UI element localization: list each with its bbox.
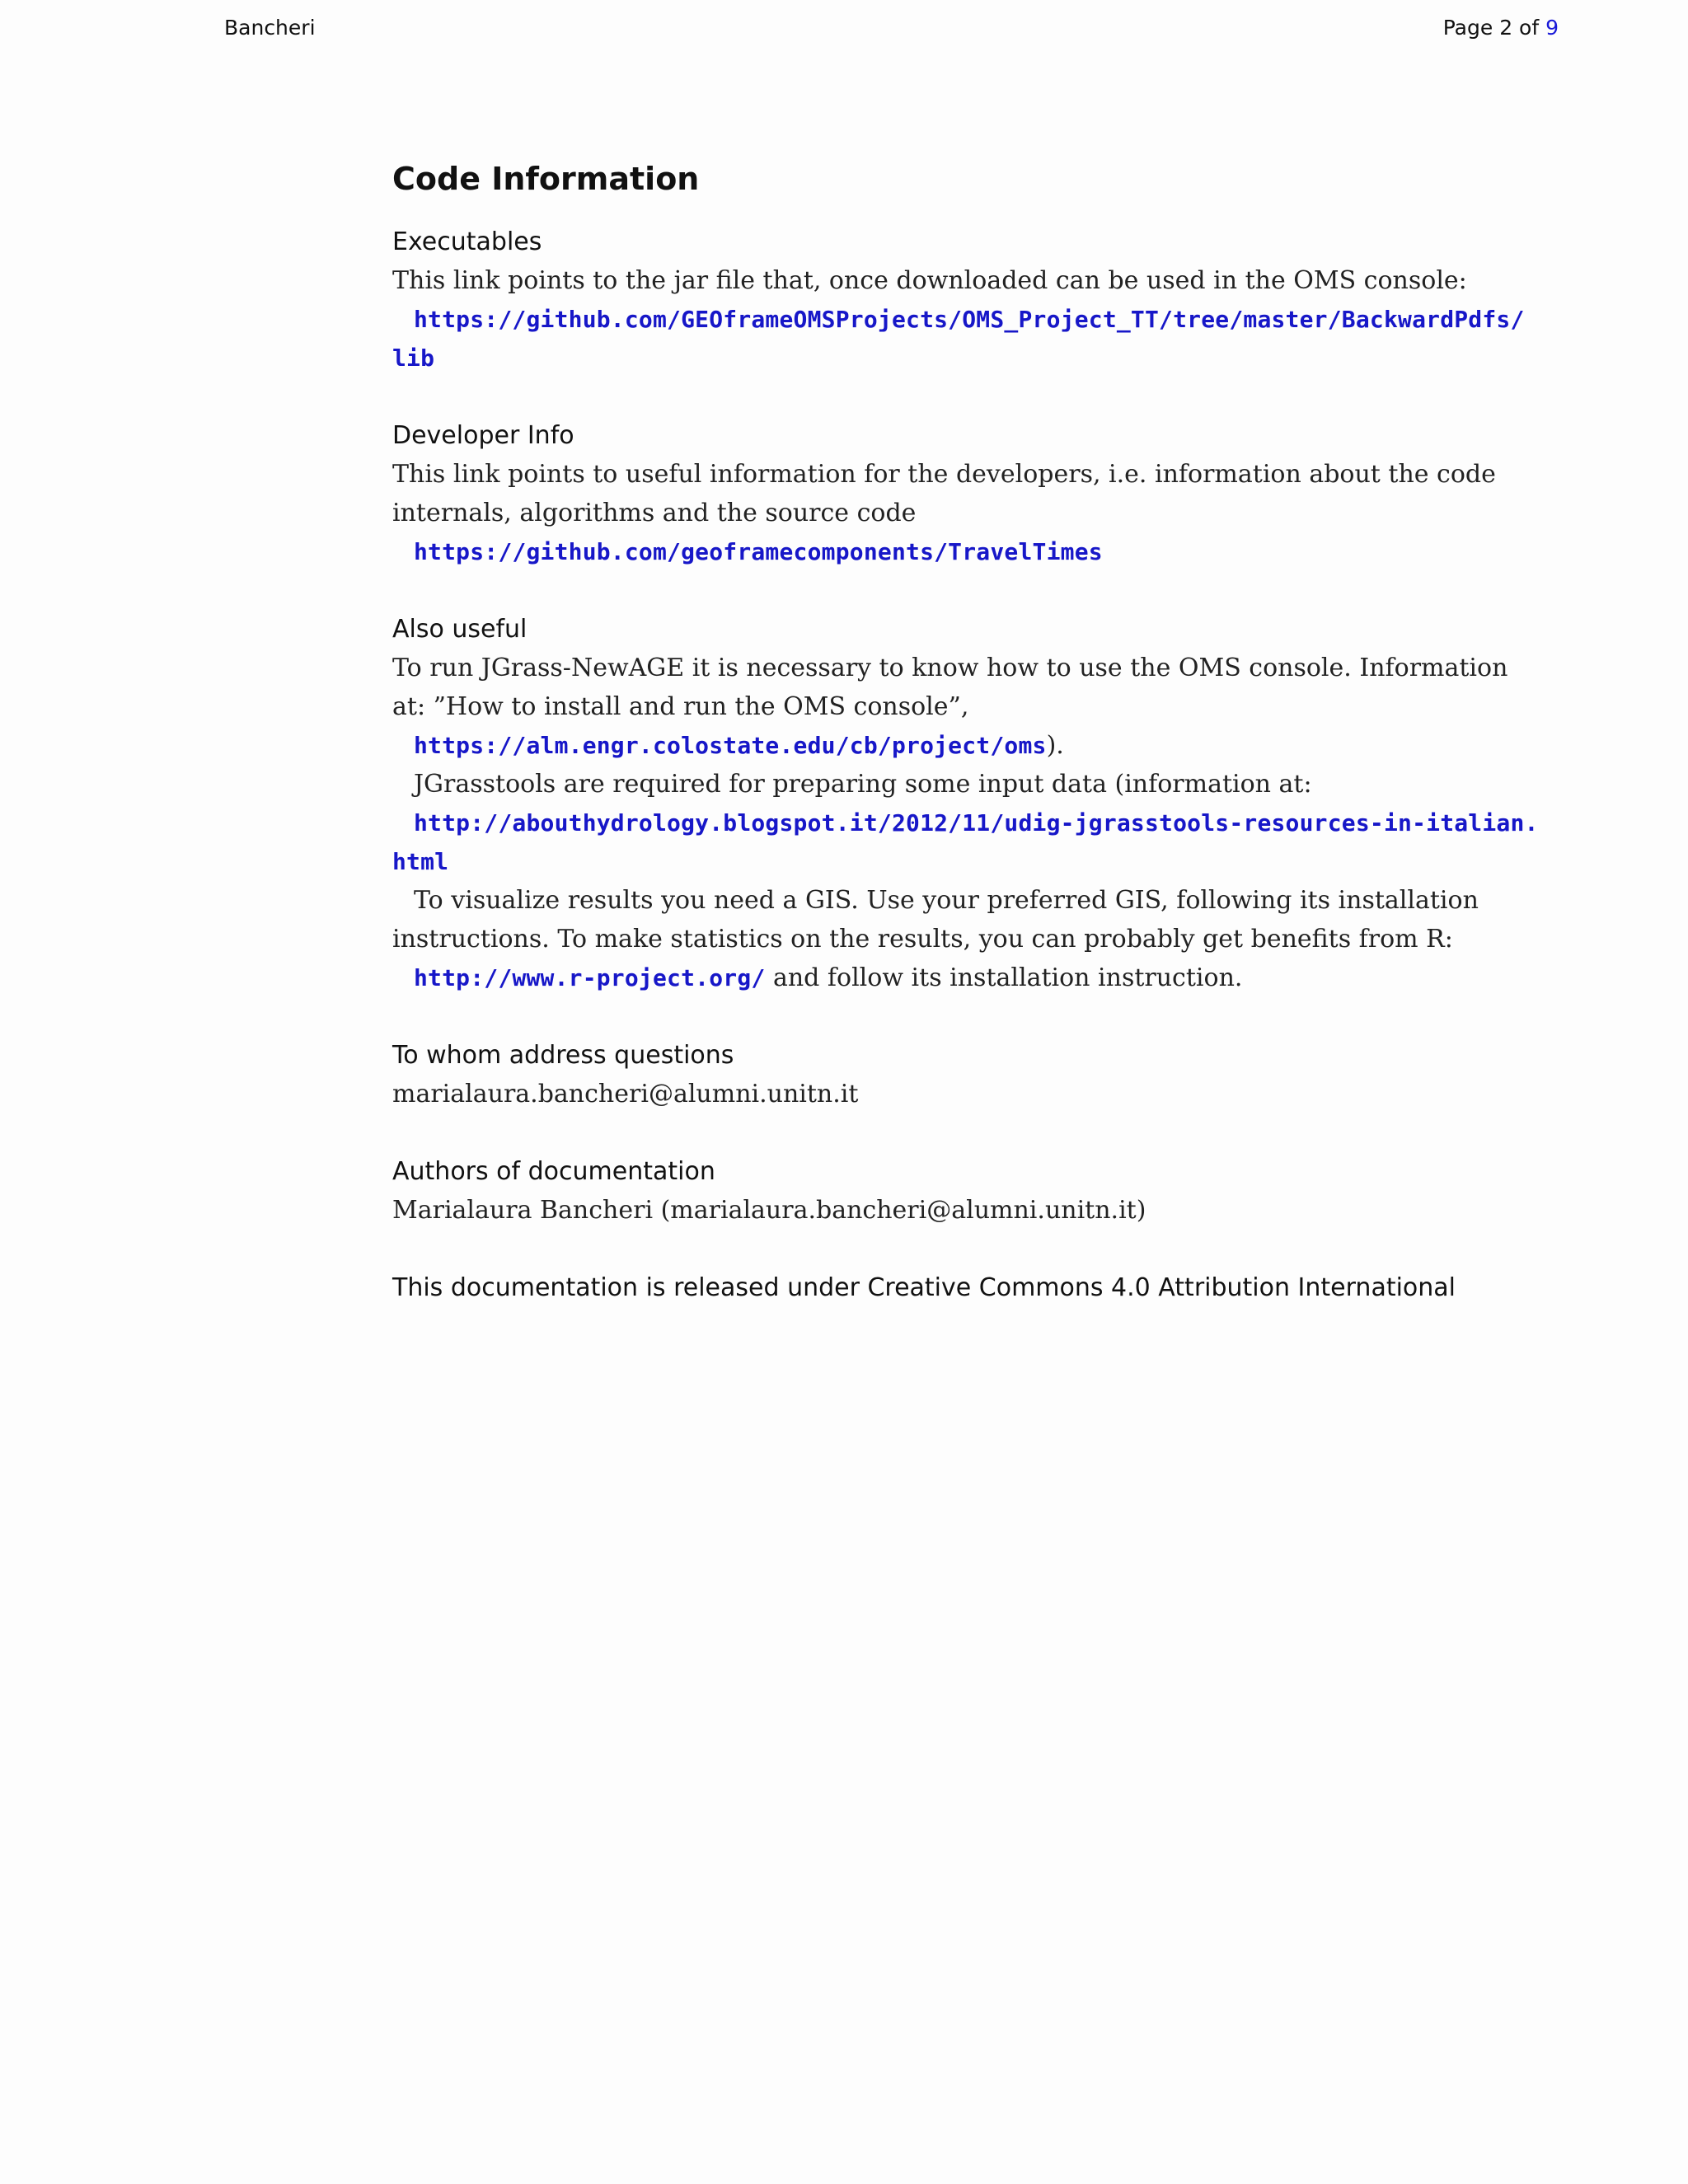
jgrass-link[interactable]: http://abouthydrology.blogspot.it/2012/11/udig-jgrasstools-resources-in-italian. <box>414 809 1539 837</box>
page-total-link[interactable]: 9 <box>1545 16 1559 40</box>
executables-heading: Executables <box>392 227 542 256</box>
developer-link[interactable]: https://github.com/geoframecomponents/TravelTimes <box>414 538 1103 565</box>
page-title: Code Information <box>392 161 700 197</box>
spacer <box>392 377 1596 416</box>
also-useful-text-line1: To run JGrass-NewAGE it is necessary to know how to use the OMS console. Information <box>392 654 1508 682</box>
also-useful-section <box>392 610 1596 997</box>
also-useful-text-line2: at: ”How to install and run the OMS console”, <box>392 692 969 721</box>
jgrass-link-line1 <box>392 804 1596 842</box>
gis-text-line1: To visualize results you need a GIS. Use your preferred GIS, following its installation <box>414 886 1479 915</box>
questions-section <box>392 1036 1596 1113</box>
authors-text: Marialaura Bancheri (marialaura.bancheri@alumni.unitn.it) <box>392 1196 1146 1225</box>
developer-heading: Developer Info <box>392 421 574 450</box>
spacer <box>392 1113 1596 1152</box>
developer-text-line1: This link points to useful information for the developers, i.e. information about the code <box>392 460 1496 489</box>
authors-heading: Authors of documentation <box>392 1157 715 1186</box>
executables-link-cont[interactable]: lib <box>392 344 435 372</box>
spacer <box>392 997 1596 1036</box>
spacer <box>392 1230 1596 1268</box>
executables-link-line1 <box>392 300 1596 339</box>
oms-link-after: ). <box>1046 731 1064 760</box>
jgrass-link-line2 <box>392 842 1596 881</box>
jgrass-text: JGrasstools are required for preparing some input data (information at: <box>414 770 1312 799</box>
license-text: This documentation is released under Creative Commons 4.0 Attribution International <box>392 1273 1456 1302</box>
r-project-link[interactable]: http://www.r-project.org/ <box>414 964 766 991</box>
executables-link[interactable]: https://github.com/GEOframeOMSProjects/OMS_Project_TT/tree/master/BackwardPdfs/ <box>414 306 1525 333</box>
executables-text: This link points to the jar file that, once downloaded can be used in the OMS console: <box>392 266 1467 295</box>
developer-text-line2: internals, algorithms and the source code <box>392 499 917 527</box>
document-body <box>392 157 1596 1307</box>
developer-link-line <box>392 532 1596 571</box>
authors-section <box>392 1152 1596 1230</box>
r-link-line <box>392 958 1596 997</box>
developer-section <box>392 416 1596 571</box>
gis-text-line2: instructions. To make statistics on the results, you can probably get benefits from R: <box>392 925 1453 954</box>
r-link-after: and follow its installation instruction. <box>765 963 1243 992</box>
questions-heading: To whom address questions <box>392 1041 734 1070</box>
oms-link[interactable]: https://alm.engr.colostate.edu/cb/project/oms <box>414 732 1047 759</box>
header-page-number <box>1443 13 1559 43</box>
license-section <box>392 1268 1596 1307</box>
header-author: Bancheri <box>224 16 316 40</box>
also-useful-heading: Also useful <box>392 615 528 644</box>
executables-section <box>392 223 1596 377</box>
questions-email: marialaura.bancheri@alumni.unitn.it <box>392 1080 859 1108</box>
oms-link-line <box>392 726 1596 765</box>
jgrass-link-cont[interactable]: html <box>392 848 449 875</box>
page-prefix: Page 2 of <box>1442 16 1546 40</box>
executables-link-line2 <box>392 339 1596 377</box>
spacer <box>392 571 1596 610</box>
